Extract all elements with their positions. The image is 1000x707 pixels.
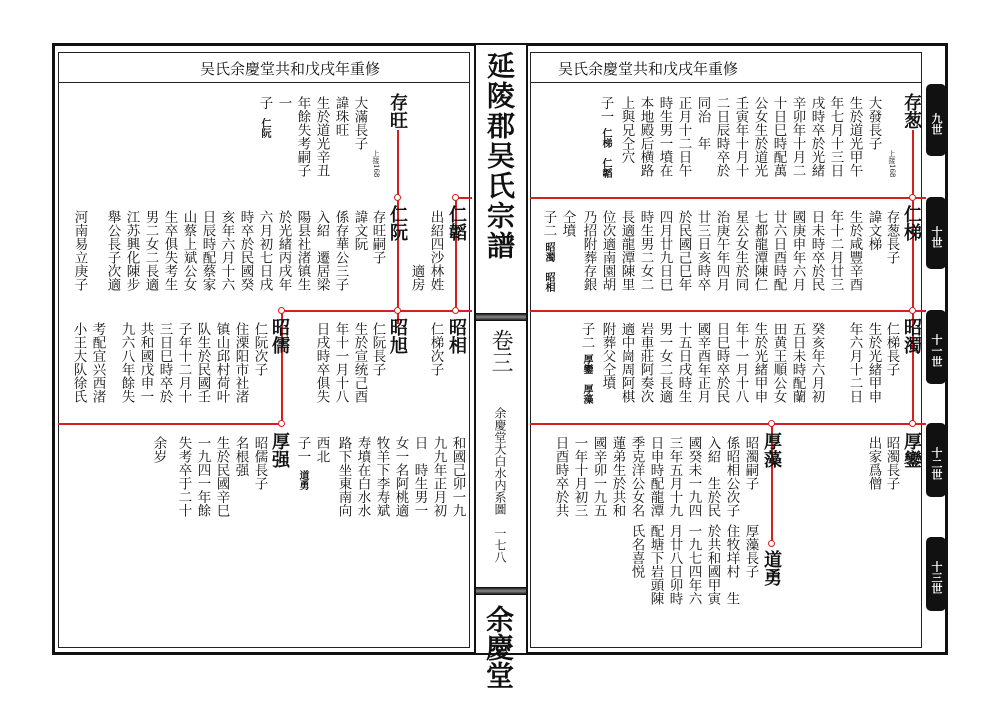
person-text-col: 一九七四年六	[685, 524, 702, 605]
person-text-col: 於共和國甲寅	[704, 524, 721, 605]
person-text-col: 年餘失考嗣子	[294, 96, 311, 177]
person-text-col: 年十二月廿三	[827, 210, 844, 291]
person-name: 昭旭	[387, 318, 408, 354]
person-text-col: 國癸未一九四	[685, 436, 702, 517]
person-text-col: 昭濁嗣子	[742, 436, 759, 490]
person-text-col: 男一女二長適	[656, 322, 673, 403]
person-text-col: 存葱長子	[883, 210, 900, 264]
person-text-col: 生於宣统己酉	[351, 322, 368, 403]
person-name: 昭濁	[901, 318, 922, 354]
person-text-col: 江苏興化陳步	[123, 210, 140, 291]
lineage-line	[58, 423, 282, 425]
person-text-col: 二日辰時卒於	[713, 96, 730, 177]
person-text-col: 本地殿后横路	[637, 96, 654, 177]
person-name: 仁阮	[387, 205, 408, 241]
person-text-col: 男二女二長適	[142, 210, 159, 291]
person-text-col: 日酉時卒於共	[552, 436, 569, 517]
person-text-col: 十五日戌時生	[675, 322, 692, 403]
person-text-col: 仁梯次子	[427, 322, 444, 376]
person-text-col: 队生於民國壬	[194, 322, 211, 403]
person-text-col: 日戌時卒俱失	[313, 322, 330, 403]
person-name: 存旺	[387, 93, 408, 129]
person-text-col: 仁阮次子	[251, 322, 268, 376]
lineage-node	[278, 420, 285, 427]
person-text-col: 生於道光辛丑	[313, 96, 330, 177]
person-name: 昭儒	[269, 318, 290, 354]
person-text-col: 諱文梯	[865, 210, 882, 251]
person-text-col: 舉公長子次適	[104, 210, 121, 291]
person-text-col: 上與兄仝穴	[618, 96, 635, 164]
person-text-col: 路下坐東南向	[335, 436, 352, 517]
person-text-col: 共和國戊申一	[137, 322, 154, 403]
person-text-col: 癸亥年六月初	[808, 322, 825, 403]
generation-tab-12: 十二世	[926, 423, 946, 497]
person-text-col: 時卒於民國癸	[237, 210, 254, 291]
person-text-col: 配塘下岩頭陳	[647, 524, 664, 605]
person-text-col: 九六八年餘失	[118, 322, 135, 403]
lineage-line	[912, 130, 914, 426]
person-text-col: 山蔡上斌公女	[180, 210, 197, 291]
person-text-col: 係昭相公次子	[723, 436, 740, 517]
person-name: 厚鑾	[901, 432, 922, 468]
person-name: 厚藻	[761, 432, 782, 468]
person-text-col: 公女生於道光	[751, 96, 768, 177]
person-text-col: 諱文阮	[351, 210, 368, 251]
person-text-col: 戌時卒於光緒	[808, 96, 825, 177]
person-text-col: 乃招附葬存銀	[580, 210, 597, 291]
lineage-line	[530, 310, 926, 312]
person-text-col: 女一名阿桃適	[392, 436, 409, 517]
lineage-line	[530, 197, 926, 199]
person-text-col: 陽县社渚镇生	[294, 210, 311, 291]
person-text-col: 仁梯長子	[883, 322, 900, 376]
person-text-col: 六月初七日戌	[256, 210, 273, 291]
person-text-col: 十日巳時配萬	[770, 96, 787, 177]
lineage-node	[768, 420, 775, 427]
left-header: 吴氏余慶堂共和戊戌年重修	[200, 60, 381, 78]
person-text-col: 一	[275, 96, 292, 110]
person-children: 厚鑾 厚藻	[581, 354, 592, 404]
person-text-col: 存旺嗣子	[369, 210, 386, 264]
person-text-col: 氏名喜悦	[628, 524, 645, 578]
person-text-col: 入紹 遷居梁	[313, 210, 330, 291]
lineage-node	[452, 194, 459, 201]
person-text-col: 四月廿九日巳	[656, 210, 673, 291]
person-text-col: 九九年正月初	[430, 436, 447, 517]
person-text-col: 國辛酉年正月	[694, 322, 711, 403]
person-text-col: 星公女生於同	[732, 210, 749, 291]
person-text-col: 小王大队徐氏	[70, 322, 87, 403]
person-children: 昭濁 昭相	[543, 242, 554, 292]
person-text-col: 日巳時卒於民	[713, 322, 730, 403]
person-text-col: 日辰時配蔡家	[199, 210, 216, 291]
person-text-col: 蓮弟生於共和	[609, 436, 626, 517]
person-text-col: 寿墳在白水水	[354, 436, 371, 517]
person-text-col: 厚藻長子	[742, 524, 759, 578]
person-text-col: 子二	[540, 210, 557, 237]
lineage-node	[909, 420, 916, 427]
person-text-col: 日 時生男一	[411, 436, 428, 517]
person-text-col: 西北	[313, 436, 330, 463]
spine-subtitle: 余慶堂大白水内系圖 一七八	[493, 407, 507, 563]
person-text-col: 同治 年	[694, 96, 711, 150]
person-name: 存葱	[901, 93, 922, 129]
person-text-col: 名根强	[232, 436, 249, 477]
spine-volume: 卷三	[488, 329, 513, 373]
person-ref: 上接168	[372, 150, 380, 178]
person-text-col: 住牧垟村 生	[723, 524, 740, 605]
person-ref: 上接168	[888, 150, 896, 178]
person-text-col: 日申時配龍潭	[647, 436, 664, 517]
person-text-col: 三日巳時卒於	[156, 322, 173, 403]
person-children: 道勇	[297, 470, 308, 490]
person-text-col: 生於民國辛巳	[213, 436, 230, 517]
person-children: 仁阮	[259, 118, 270, 138]
generation-tab-13: 十三世	[926, 537, 946, 611]
person-text-col: 辛卯年十月二	[789, 96, 806, 177]
person-text-col: 附葬父仝墳	[599, 322, 616, 390]
person-name: 昭相	[446, 318, 467, 354]
person-text-col: 大發長子	[865, 96, 882, 150]
person-text-col: 子	[256, 96, 273, 110]
person-text-col: 仝墳	[559, 210, 576, 237]
person-text-col: 子一	[294, 436, 311, 463]
spine-divider-top	[476, 313, 526, 321]
person-text-col: 余岁	[150, 436, 167, 463]
person-text-col: 月廿八日卯時	[666, 524, 683, 605]
person-text-col: 失考卒于二十	[175, 436, 192, 517]
spine-divider-bottom	[476, 587, 526, 595]
generation-tab-9: 九世	[926, 84, 946, 156]
person-text-col: 年七月十三日	[827, 96, 844, 177]
person-text-col: 於光緒丙戌年	[275, 210, 292, 291]
person-text-col: 年十一月十八	[332, 322, 349, 403]
person-text-col: 適房	[408, 264, 425, 291]
person-text-col: 昭濁長子	[883, 436, 900, 490]
person-text-col: 國辛卯一九五	[590, 436, 607, 517]
person-text-col: 年十一月十八	[732, 322, 749, 403]
person-text-col: 正月十二日午	[675, 96, 692, 177]
person-text-col: 季克洋公女名	[628, 436, 645, 517]
person-children: 仁梯 仁韜	[600, 128, 611, 178]
lineage-line	[281, 310, 399, 312]
lineage-node	[278, 307, 285, 314]
person-text-col: 國庚申年六月	[789, 210, 806, 291]
generation-tab-11: 十一世	[926, 310, 946, 384]
person-text-col: 五日未時配蘭	[789, 322, 806, 403]
person-text-col: 大滿長子	[351, 96, 368, 150]
person-text-col: 生卒俱失考生	[161, 210, 178, 291]
person-text-col: 入紹 生於民	[704, 436, 721, 517]
person-text-col: 出紹四沙林姓	[427, 210, 444, 291]
person-text-col: 河南易立庚子	[71, 210, 88, 291]
person-text-col: 係存華公三子	[332, 210, 349, 291]
person-text-col: 年六月十二日	[846, 322, 863, 403]
person-text-col: 昭儒長子	[251, 436, 268, 490]
right-header: 吴氏余慶堂共和戊戌年重修	[558, 60, 739, 78]
person-text-col: 七都龍潭陳仁	[751, 210, 768, 291]
person-text-col: 子二	[578, 322, 595, 349]
left-header-rule	[58, 82, 470, 83]
generation-tab-10: 十世	[926, 197, 946, 269]
lineage-node	[768, 540, 775, 547]
lineage-line	[397, 310, 472, 312]
person-text-col: 田黄王順公女	[770, 322, 787, 403]
person-text-col: 亥年六月十六	[218, 210, 235, 291]
person-text-col: 一九四一年餘	[194, 436, 211, 517]
person-name: 厚强	[269, 432, 290, 468]
lineage-node	[452, 307, 459, 314]
person-text-col: 適中崗周阿棋	[618, 322, 635, 403]
person-text-col: 生於道光甲午	[846, 96, 863, 177]
person-text-col: 生於光緒甲申	[865, 322, 882, 403]
person-name: 仁梯	[901, 205, 922, 241]
person-text-col: 廿六日酉時配	[770, 210, 787, 291]
person-text-col: 子年十二月十	[175, 322, 192, 403]
person-text-col: 住溧阳市社渚	[232, 322, 249, 403]
person-text-col: 生於咸豐辛酉	[846, 210, 863, 291]
person-text-col: 和國己卯一九	[449, 436, 466, 517]
person-name: 道勇	[761, 550, 782, 586]
person-text-col: 廿三日亥時卒	[694, 210, 711, 291]
person-text-col: 牧羊下李寿斌	[373, 436, 390, 517]
person-text-col: 長適龍潭陳里	[618, 210, 635, 291]
person-text-col: 考配宜兴西渚	[89, 322, 106, 403]
right-header-rule	[530, 82, 922, 83]
person-text-col: 三年五月十九	[666, 436, 683, 517]
person-text-col: 治庚午年四月	[713, 210, 730, 291]
person-text-col: 時生男二女二	[637, 210, 654, 291]
person-text-col: 仁阮長子	[369, 322, 386, 376]
person-text-col: 镇山邱村荷叶	[213, 322, 230, 403]
person-text-col: 出家爲僧	[865, 436, 882, 490]
person-text-col: 壬寅年十月十	[732, 96, 749, 177]
person-text-col: 生於光緒甲申	[751, 322, 768, 403]
person-text-col: 一年十月初三	[571, 436, 588, 517]
lineage-node	[909, 307, 916, 314]
lineage-line	[530, 423, 926, 425]
lineage-node	[909, 194, 916, 201]
person-text-col: 子一	[597, 96, 614, 123]
lineage-node	[394, 194, 401, 201]
person-name: 仁韜	[446, 205, 467, 241]
lineage-node	[394, 307, 401, 314]
spine	[474, 45, 528, 689]
person-text-col: 諱珠旺	[332, 96, 349, 137]
person-text-col: 於民國己巳年	[675, 210, 692, 291]
person-text-col: 時生男一墳在	[656, 96, 673, 177]
spine-title: 延陵郡吴氏宗譜	[483, 51, 516, 261]
person-text-col: 岩車莊阿奏次	[637, 322, 654, 403]
person-text-col: 位次適南園胡	[599, 210, 616, 291]
person-text-col: 日未時卒於民	[808, 210, 825, 291]
spine-hall: 余慶堂	[482, 605, 515, 689]
